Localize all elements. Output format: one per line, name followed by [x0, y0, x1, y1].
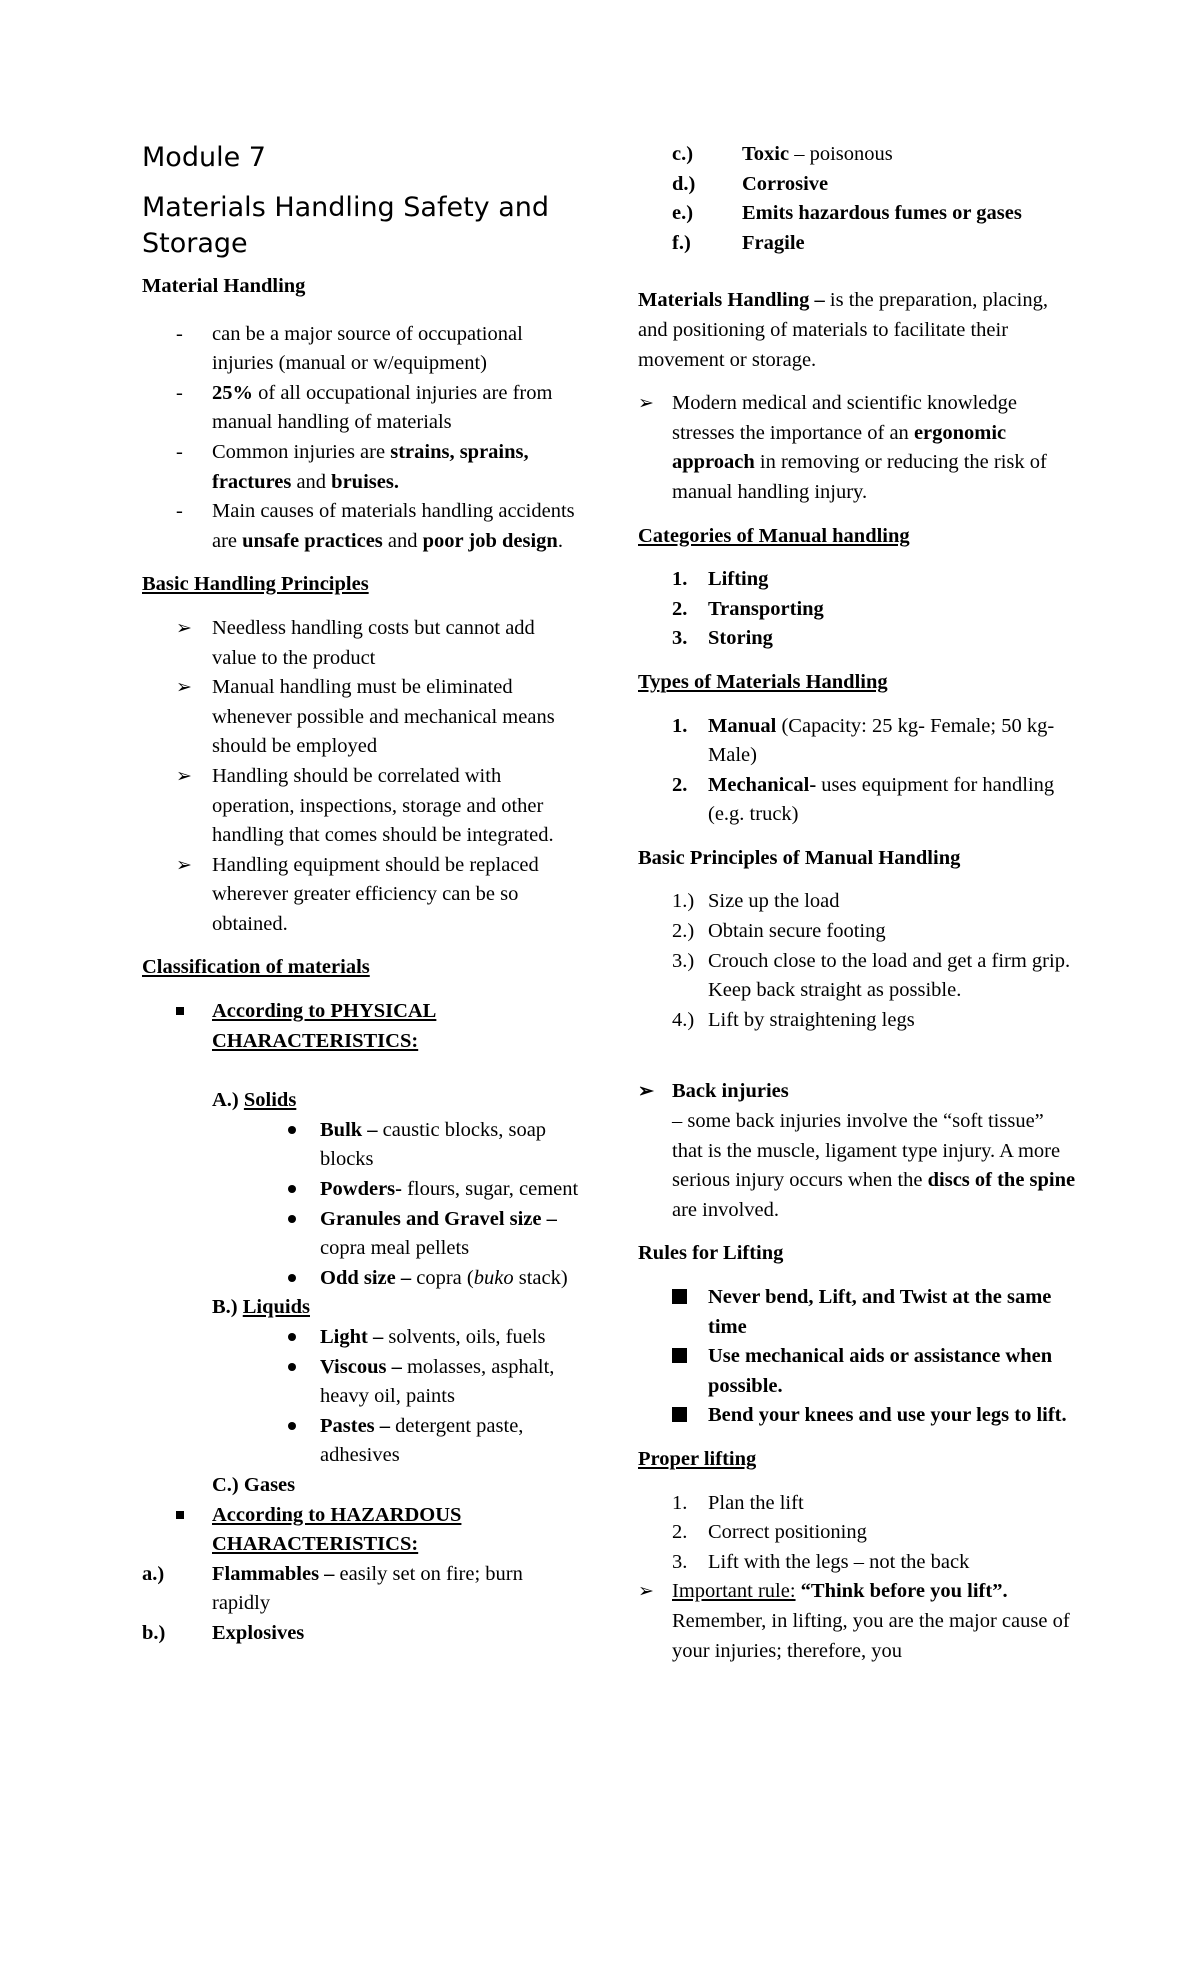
list-item: Pastes – detergent paste, adhesives	[142, 1412, 582, 1471]
basic-handling-principles-list	[142, 614, 582, 940]
list-item: a.) Flammables – easily set on fire; burn rapidly	[142, 1562, 523, 1615]
list-item: Bend your knees and use your legs to lift.	[638, 1401, 1078, 1431]
list-item: Viscous – molasses, asphalt, heavy oil, paints	[142, 1353, 582, 1412]
list-item: 2. Correct positioning	[672, 1521, 867, 1544]
square-bullet-icon	[672, 1342, 702, 1372]
gases-label: C.) Gases	[212, 1473, 296, 1496]
manual-principles-list	[638, 887, 1078, 1035]
liquids-list	[142, 1323, 582, 1471]
list-item: 1.) Size up the load	[672, 890, 840, 913]
material-handling-heading: Material Handling	[142, 275, 306, 297]
list-item: f.) Fragile	[672, 231, 805, 254]
types-heading: Types of Materials Handling	[638, 670, 888, 693]
list-item: ➢ Needless handling costs but cannot add value to the product	[142, 614, 582, 673]
back-injuries-list	[638, 1077, 1078, 1225]
material-handling-list	[142, 320, 582, 557]
solids-label: A.) Solids	[212, 1089, 297, 1112]
important-rule-list	[638, 1577, 1078, 1666]
square-bullet-icon	[176, 997, 206, 1027]
dot-bullet-icon	[288, 1116, 318, 1146]
list-item: ➢ Modern medical and scientific knowledge stresses the importance of an ergonomic approach in removing or reducing the risk of manual handling injury.	[638, 389, 1078, 507]
categories-list	[638, 565, 1078, 654]
proper-lifting-list	[638, 1489, 1078, 1578]
list-item: 2. Mechanical- uses equipment for handling (e.g. truck)	[672, 773, 1055, 826]
arrow-bullet-icon: ➢	[176, 617, 192, 639]
list-item: 3.) Crouch close to the load and get a firm grip. Keep back straight as possible.	[672, 949, 1071, 1002]
list-item: According to PHYSICAL CHARACTERISTICS:	[142, 997, 582, 1056]
arrow-bullet-icon: ➢	[638, 393, 654, 415]
list-item: d.) Corrosive	[672, 172, 829, 195]
dot-bullet-icon	[288, 1412, 318, 1442]
list-item: ➢ Handling equipment should be replaced wherever greater efficiency can be so obtained.	[142, 851, 582, 940]
arrow-bullet-icon: ➢	[638, 1081, 654, 1103]
arrow-bullet-icon: ➢	[176, 854, 192, 876]
list-item: - Common injuries are strains, sprains, fractures and bruises.	[176, 440, 529, 493]
left-column	[142, 140, 582, 1649]
list-item: - can be a major source of occupational injuries (manual or w/equipment)	[176, 322, 523, 375]
dot-bullet-icon	[288, 1175, 318, 1205]
list-item: 1. Plan the lift	[672, 1491, 804, 1514]
hazardous-heading-list	[142, 1501, 582, 1560]
list-item: Never bend, Lift, and Twist at the same time	[638, 1283, 1078, 1342]
list-item: 1. Manual (Capacity: 25 kg- Female; 50 kg- Male)	[672, 714, 1055, 767]
manual-principles-heading: Basic Principles of Manual Handling	[638, 846, 961, 869]
dot-bullet-icon	[288, 1264, 318, 1294]
list-item: b.) Explosives	[142, 1621, 305, 1644]
dot-bullet-icon	[288, 1205, 318, 1235]
basic-handling-principles-heading: Basic Handling Principles	[142, 573, 369, 596]
list-item: c.) Toxic – poisonous	[672, 143, 893, 165]
hazardous-list-part2	[672, 140, 1078, 258]
solids-list	[142, 1116, 582, 1294]
list-item: 3. Storing	[672, 627, 773, 650]
list-item: 2.) Obtain secure footing	[672, 920, 886, 943]
list-item: Bulk – caustic blocks, soap blocks	[142, 1116, 582, 1175]
rules-for-lifting-list	[638, 1283, 1078, 1431]
list-item: Use mechanical aids or assistance when possible.	[638, 1342, 1078, 1401]
ergonomic-list	[638, 389, 1078, 507]
list-item: - 25% of all occupational injuries are from manual handling of materials	[176, 381, 553, 434]
module-title: Module 7	[142, 142, 266, 173]
types-list	[638, 712, 1078, 830]
list-item: Light – solvents, oils, fuels	[142, 1323, 582, 1353]
list-item: 3. Lift with the legs – not the back	[672, 1550, 970, 1573]
square-bullet-icon	[672, 1283, 702, 1313]
classification-list	[142, 997, 582, 1056]
arrow-bullet-icon: ➢	[638, 1581, 654, 1603]
list-item: Granules and Gravel size – copra meal pellets	[142, 1205, 582, 1264]
materials-handling-definition: Materials Handling – is the preparation, placing, and positioning of materials to facilitate their movement or storage.	[638, 289, 1048, 371]
list-item: 1. Lifting	[672, 568, 769, 591]
page-title: Materials Handling Safety and Storage	[142, 192, 550, 259]
dot-bullet-icon	[288, 1323, 318, 1353]
list-item: ➢ Manual handling must be eliminated whenever possible and mechanical means should be employed	[142, 673, 582, 762]
hazardous-list-part1	[142, 1560, 582, 1649]
list-item: ➢ Important rule: “Think before you lift”. Remember, in lifting, you are the major cause of your injuries; therefore, you	[638, 1577, 1078, 1666]
list-item: - Main causes of materials handling accidents are unsafe practices and poor job design.	[176, 500, 575, 552]
dot-bullet-icon	[288, 1353, 318, 1383]
list-item: ➢ Back injuries – some back injuries involve the “soft tissue” that is the muscle, ligament type injury. A more serious injury occurs when the discs of the spine are involved.	[638, 1077, 1078, 1225]
list-item: According to HAZARDOUS CHARACTERISTICS:	[142, 1501, 582, 1560]
right-column	[638, 140, 1078, 1680]
list-item: Powders- flours, sugar, cement	[142, 1175, 582, 1205]
list-item: 4.) Lift by straightening legs	[672, 1008, 915, 1031]
list-item: e.) Emits hazardous fumes or gases	[672, 202, 1022, 225]
rules-for-lifting-heading: Rules for Lifting	[638, 1242, 784, 1265]
proper-lifting-heading: Proper lifting	[638, 1447, 757, 1470]
list-item: Odd size – copra (buko stack)	[142, 1264, 582, 1294]
square-bullet-icon	[672, 1401, 702, 1431]
liquids-label: B.) Liquids	[212, 1296, 310, 1319]
square-bullet-icon	[176, 1501, 206, 1531]
classification-heading: Classification of materials	[142, 956, 370, 979]
arrow-bullet-icon: ➢	[176, 677, 192, 699]
categories-heading: Categories of Manual handling	[638, 524, 910, 547]
list-item: ➢ Handling should be correlated with operation, inspections, storage and other handling that comes should be integrated.	[142, 762, 582, 851]
list-item: 2. Transporting	[672, 597, 824, 620]
arrow-bullet-icon: ➢	[176, 765, 192, 787]
